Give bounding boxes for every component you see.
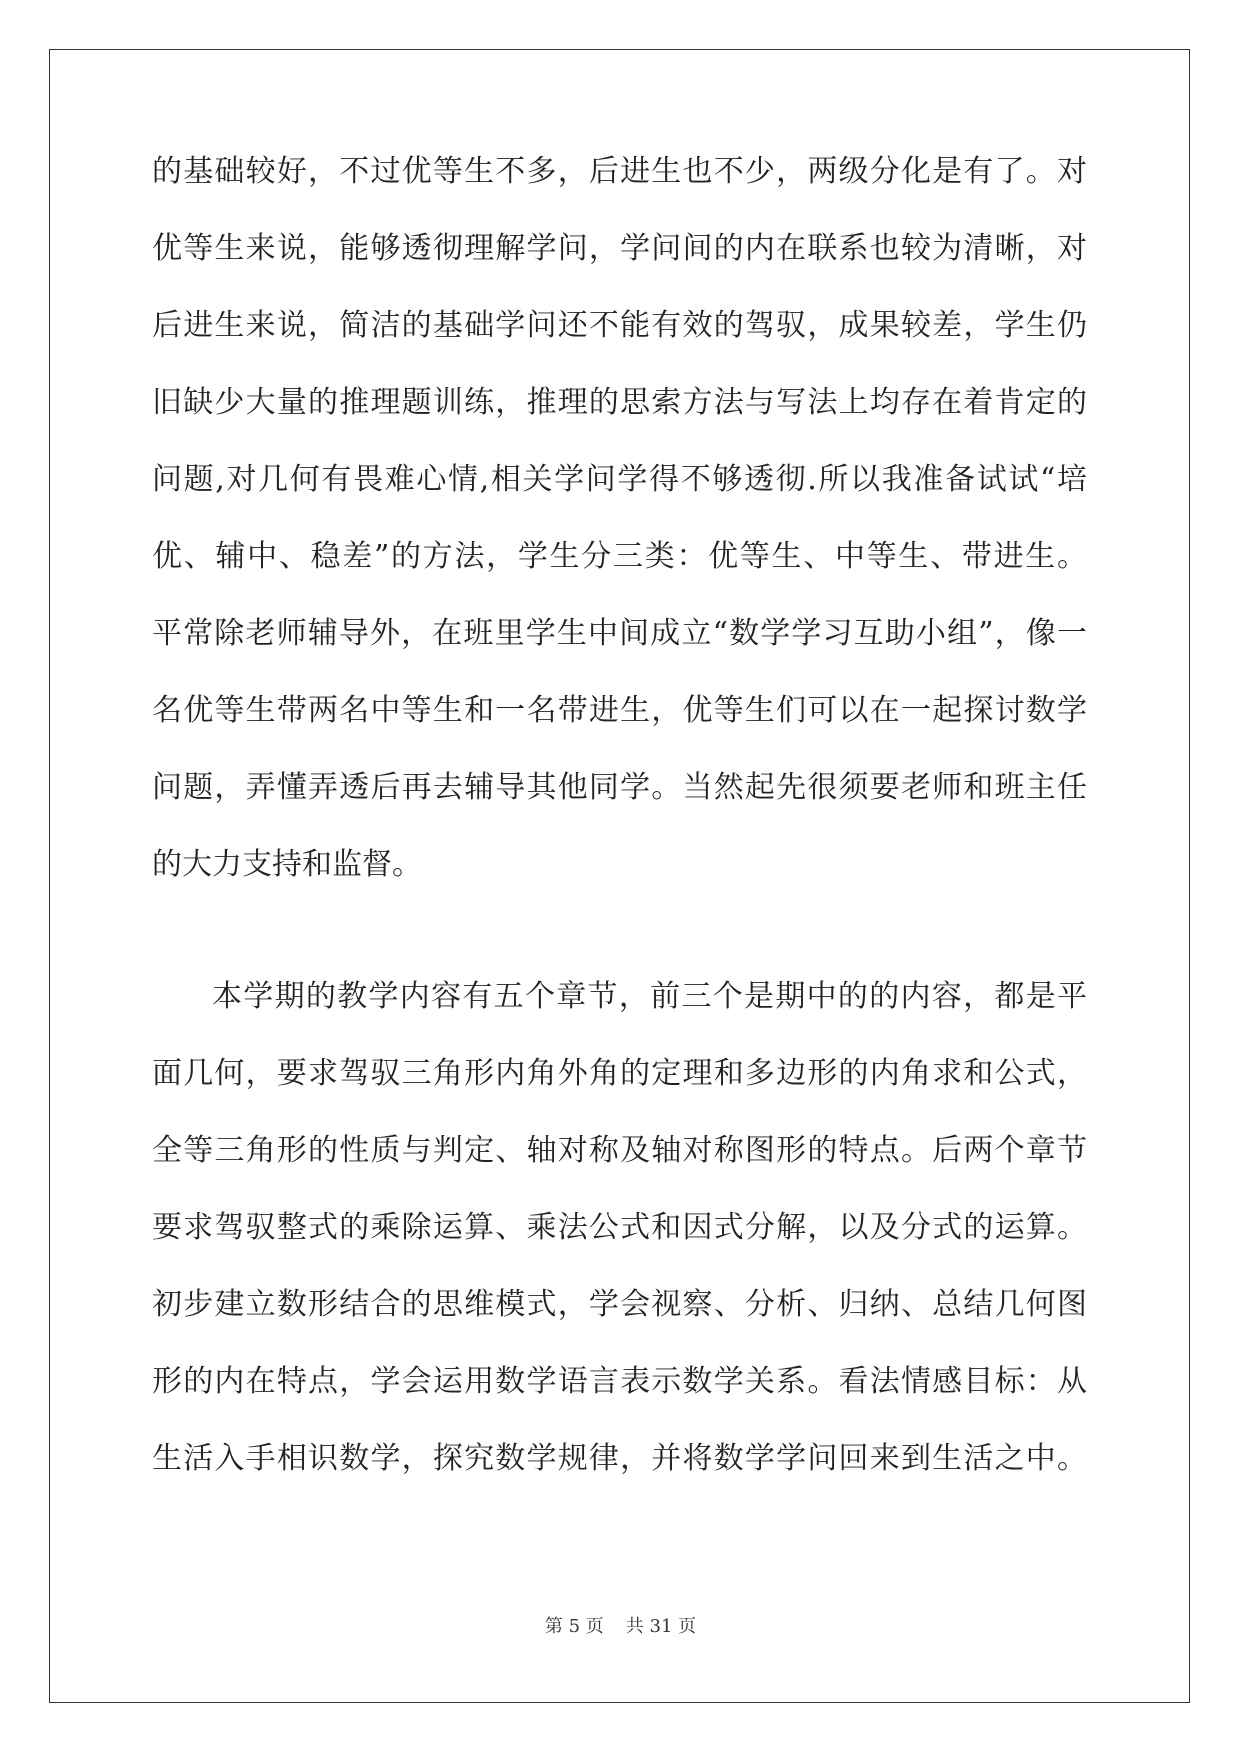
page-footer (0, 1615, 1241, 1639)
paragraph-1-line-4: 旧缺少大量的推理题训练，推理的思索方法与写法上均存在着肯定的 (152, 385, 1087, 420)
paragraph-2-line-2: 面几何，要求驾驭三角形内角外角的定理和多边形的内角求和公式， (152, 1056, 1087, 1091)
paragraph-2-line-7: 生活入手相识数学，探究数学规律，并将数学学问回来到生活之中。 (152, 1441, 1087, 1476)
paragraph-1-line-3: 后进生来说，简洁的基础学问还不能有效的驾驭，成果较差，学生仍 (152, 308, 1087, 343)
total-pages: 共 31 页 (625, 1616, 697, 1637)
paragraph-1-line-6: 优、辅中、稳差”的方法，学生分三类：优等生、中等生、带进生。 (152, 539, 1087, 574)
paragraph-2-line-6: 形的内在特点，学会运用数学语言表示数学关系。看法情感目标：从 (152, 1364, 1087, 1399)
paragraph-1-line-5: 问题,对几何有畏难心情,相关学问学得不够透彻.所以我准备试试“培 (152, 462, 1087, 497)
paragraph-2-line-4: 要求驾驭整式的乘除运算、乘法公式和因式分解，以及分式的运算。 (152, 1210, 1087, 1245)
paragraph-1-line-10: 的大力支持和监督。 (152, 847, 422, 882)
paragraph-1-line-7: 平常除老师辅导外，在班里学生中间成立“数学学习互助小组”，像一 (152, 616, 1087, 651)
paragraph-1-line-9: 问题，弄懂弄透后再去辅导其他同学。当然起先很须要老师和班主任 (152, 770, 1087, 805)
paragraph-2-line-5: 初步建立数形结合的思维模式，学会视察、分析、归纳、总结几何图 (152, 1287, 1087, 1322)
paragraph-1-line-2: 优等生来说，能够透彻理解学问，学问间的内在联系也较为清晰，对 (152, 231, 1087, 266)
paragraph-1-line-1: 的基础较好，不过优等生不多，后进生也不少，两级分化是有了。对 (152, 154, 1087, 189)
page-number: 第 5 页 (544, 1616, 604, 1637)
paragraph-1-line-8: 名优等生带两名中等生和一名带进生，优等生们可以在一起探讨数学 (152, 693, 1087, 728)
paragraph-2-line-3: 全等三角形的性质与判定、轴对称及轴对称图形的特点。后两个章节 (152, 1133, 1087, 1168)
paragraph-2-line-1: 本学期的教学内容有五个章节，前三个是期中的的内容，都是平 (212, 979, 1087, 1014)
